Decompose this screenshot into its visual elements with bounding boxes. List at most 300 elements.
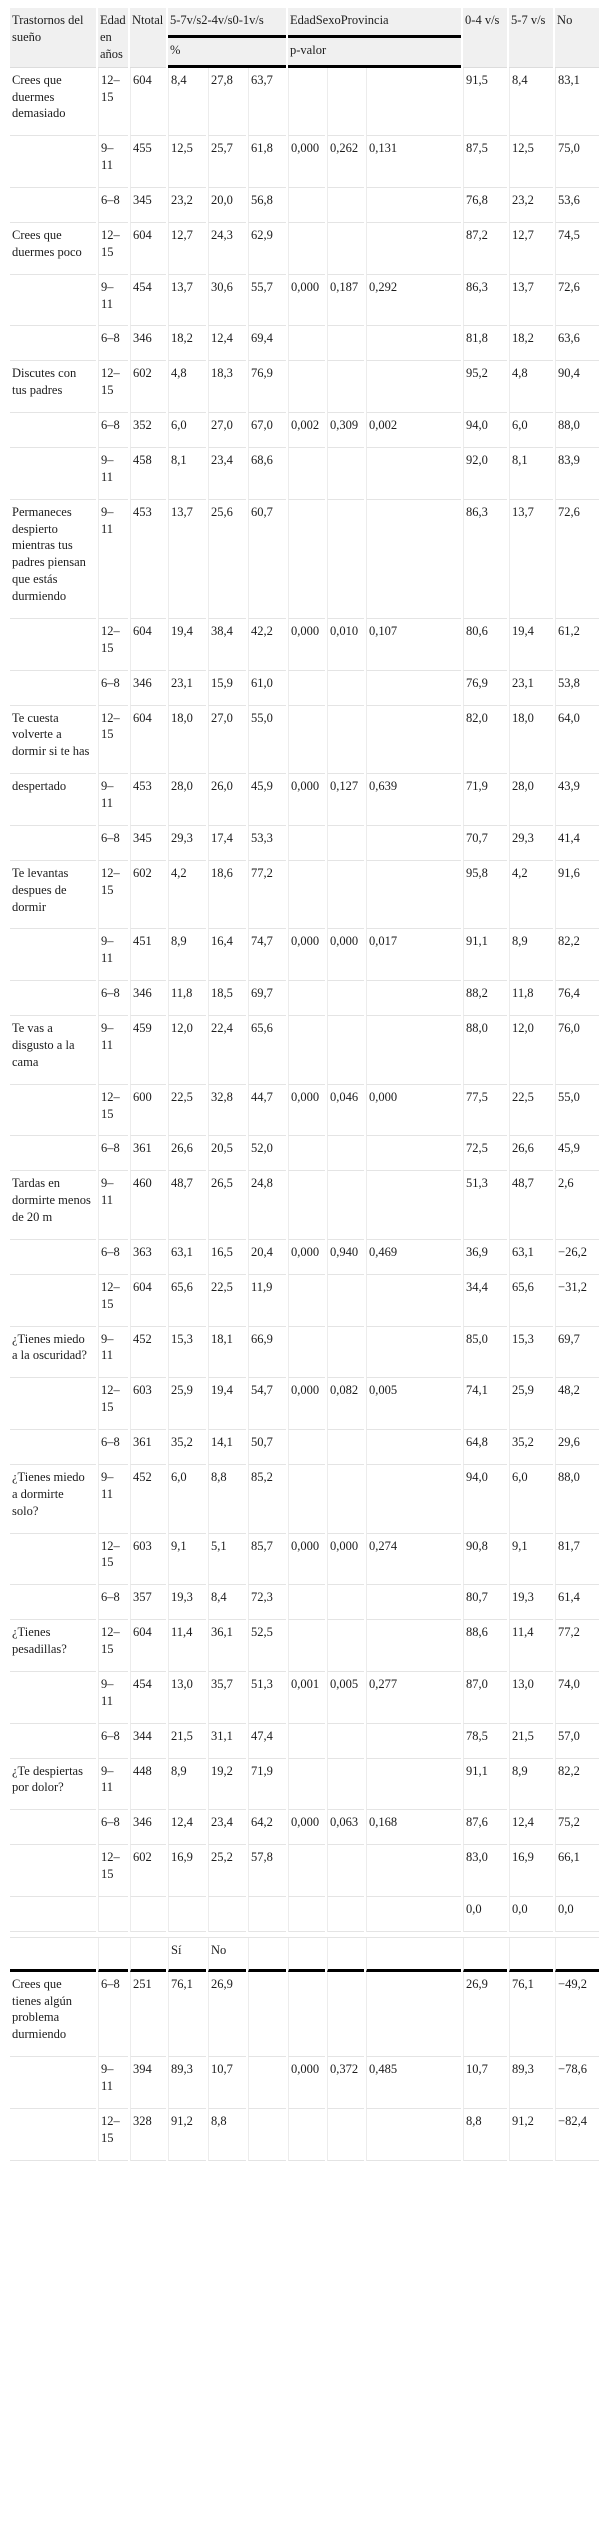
cell-age-range: 12–15 xyxy=(98,1085,128,1137)
cell-no: 75,2 xyxy=(555,1810,599,1845)
cell-question xyxy=(10,1810,96,1845)
cell-no: 64,0 xyxy=(555,706,599,775)
cell-pvalue-provincia: 0,017 xyxy=(366,929,461,981)
cell-freq-5-7vs: 6,0 xyxy=(168,1465,206,1534)
cell-freq-0-1vs: 56,8 xyxy=(248,188,286,223)
cell-no: 48,2 xyxy=(555,1378,599,1430)
cell-freq-0-1vs: 54,7 xyxy=(248,1378,286,1430)
cell-ntotal: 394 xyxy=(130,2057,166,2109)
table-row xyxy=(10,671,599,706)
cell-0-4vs: 90,8 xyxy=(463,1534,507,1586)
cell-5-7vs: 25,9 xyxy=(509,1378,553,1430)
cell-no: −82,4 xyxy=(555,2109,599,2161)
cell-freq-2-4vs: 18,6 xyxy=(208,861,246,930)
cell-no: 45,9 xyxy=(555,1136,599,1171)
cell-freq-0-1vs: 52,5 xyxy=(248,1620,286,1672)
cell-question: Discutes con tus padres xyxy=(10,361,96,413)
cell-question: despertado xyxy=(10,774,96,826)
cell-freq-5-7vs: 76,1 xyxy=(168,1972,206,2058)
table-row xyxy=(10,774,599,826)
cell-5-7vs: 89,3 xyxy=(509,2057,553,2109)
cell-freq-2-4vs: 23,4 xyxy=(208,448,246,500)
cell-freq-0-1vs: 74,7 xyxy=(248,929,286,981)
cell-pvalue-provincia xyxy=(366,1016,461,1085)
cell-pvalue-sexo: 0,082 xyxy=(327,1378,364,1430)
cell-pvalue-sexo: 0,063 xyxy=(327,1810,364,1845)
cell-question: ¿Tienes miedo a la oscuridad? xyxy=(10,1327,96,1379)
table-row xyxy=(10,1585,599,1620)
cell-pvalue-edad: 0,000 xyxy=(288,136,325,188)
cell-pvalue-sexo: 0,000 xyxy=(327,1534,364,1586)
cell-0-4vs: 92,0 xyxy=(463,448,507,500)
table-row xyxy=(10,1897,599,1932)
cell-freq-5-7vs: 29,3 xyxy=(168,826,206,861)
cell-no: 0,0 xyxy=(555,1897,599,1932)
table-header xyxy=(10,8,599,68)
cell-ntotal: 451 xyxy=(130,929,166,981)
cell-question xyxy=(10,275,96,327)
table-row xyxy=(10,861,599,930)
cell-ntotal: 345 xyxy=(130,188,166,223)
cell-freq-0-1vs: 55,7 xyxy=(248,275,286,327)
cell-ntotal: 459 xyxy=(130,1016,166,1085)
cell-pvalue-sexo xyxy=(327,826,364,861)
cell-pvalue-sexo xyxy=(327,223,364,275)
cell-0-4vs: 36,9 xyxy=(463,1240,507,1275)
cell-0-4vs: 64,8 xyxy=(463,1430,507,1465)
cell-pvalue-sexo xyxy=(327,68,364,137)
cell-freq-5-7vs: 8,4 xyxy=(168,68,206,137)
cell-ntotal: 600 xyxy=(130,1085,166,1137)
cell-freq-0-1vs xyxy=(248,2057,286,2109)
cell-age-range: 9–11 xyxy=(98,1327,128,1379)
cell-freq-2-4vs: 27,0 xyxy=(208,706,246,775)
cell-pvalue-provincia xyxy=(366,861,461,930)
cell-question xyxy=(10,1672,96,1724)
cell-freq-2-4vs: 19,4 xyxy=(208,1378,246,1430)
cell-pvalue-provincia xyxy=(366,671,461,706)
cell-ntotal: 452 xyxy=(130,1327,166,1379)
cell-age-range: 9–11 xyxy=(98,1016,128,1085)
table-row xyxy=(10,361,599,413)
cell-age-range: 9–11 xyxy=(98,448,128,500)
cell-freq-2-4vs: 17,4 xyxy=(208,826,246,861)
cell-pvalue-edad: 0,000 xyxy=(288,275,325,327)
cell-pvalue-sexo: 0,940 xyxy=(327,1240,364,1275)
cell-freq-2-4vs: 27,8 xyxy=(208,68,246,137)
cell-question xyxy=(10,1136,96,1171)
cell-ntotal: 604 xyxy=(130,223,166,275)
cell-age-range: 12–15 xyxy=(98,1378,128,1430)
cell-age-range: 6–8 xyxy=(98,1585,128,1620)
cell-age-range: 12–15 xyxy=(98,68,128,137)
cell-5-7vs: 22,5 xyxy=(509,1085,553,1137)
cell-pvalue-edad xyxy=(288,1620,325,1672)
cell-pvalue-edad: 0,000 xyxy=(288,1085,325,1137)
cell-ntotal: 454 xyxy=(130,275,166,327)
cell-question xyxy=(10,448,96,500)
cell-age-range: 6–8 xyxy=(98,413,128,448)
cell-freq-5-7vs: 11,4 xyxy=(168,1620,206,1672)
cell-pvalue-provincia: 0,274 xyxy=(366,1534,461,1586)
cell-age-range: 6–8 xyxy=(98,826,128,861)
cell-5-7vs: 8,9 xyxy=(509,929,553,981)
cell-ntotal: 346 xyxy=(130,326,166,361)
cell-freq-2-4vs: 26,5 xyxy=(208,1171,246,1240)
cell-0-4vs: 85,0 xyxy=(463,1327,507,1379)
cell-age-range: 12–15 xyxy=(98,1620,128,1672)
cell-question: Permaneces despierto mientras tus padres piensan que estás durmiendo xyxy=(10,500,96,619)
cell-freq-0-1vs: 61,0 xyxy=(248,671,286,706)
cell-pvalue-sexo: 0,046 xyxy=(327,1085,364,1137)
cell-age-range: 6–8 xyxy=(98,326,128,361)
cell-0-4vs: 87,2 xyxy=(463,223,507,275)
cell-pvalue-sexo: 0,309 xyxy=(327,413,364,448)
cell-5-7vs: 4,2 xyxy=(509,861,553,930)
cell-no: 82,2 xyxy=(555,929,599,981)
cell-freq-0-1vs: 64,2 xyxy=(248,1810,286,1845)
cell-ntotal: 346 xyxy=(130,1810,166,1845)
cell-pvalue-provincia xyxy=(366,361,461,413)
cell-0-4vs: 81,8 xyxy=(463,326,507,361)
cell-question xyxy=(10,981,96,1016)
cell-ntotal: 455 xyxy=(130,136,166,188)
cell-freq-0-1vs: 60,7 xyxy=(248,500,286,619)
cell-freq-2-4vs: 31,1 xyxy=(208,1724,246,1759)
cell-pvalue-provincia xyxy=(366,1275,461,1327)
cell-pvalue-provincia xyxy=(366,448,461,500)
cell-pvalue-edad xyxy=(288,1465,325,1534)
cell-freq-5-7vs: 19,3 xyxy=(168,1585,206,1620)
cell-pvalue-sexo xyxy=(327,1465,364,1534)
cell-pvalue-edad xyxy=(288,223,325,275)
cell-5-7vs: 26,6 xyxy=(509,1136,553,1171)
table-row xyxy=(10,2109,599,2161)
cell-no: 55,0 xyxy=(555,1085,599,1137)
cell-pvalue-provincia: 0,292 xyxy=(366,275,461,327)
cell-freq-2-4vs: 16,5 xyxy=(208,1240,246,1275)
cell-age-range: 9–11 xyxy=(98,136,128,188)
cell-5-7vs: 91,2 xyxy=(509,2109,553,2161)
cell-freq-0-1vs: 52,0 xyxy=(248,1136,286,1171)
cell-age-range: 6–8 xyxy=(98,671,128,706)
cell-ntotal: 458 xyxy=(130,448,166,500)
cell-freq-5-7vs: 4,2 xyxy=(168,861,206,930)
cell-freq-5-7vs: 12,5 xyxy=(168,136,206,188)
cell-pvalue-sexo xyxy=(327,1724,364,1759)
cell-pvalue-sexo xyxy=(327,706,364,775)
cell-pvalue-edad: 0,001 xyxy=(288,1672,325,1724)
cell-question xyxy=(10,136,96,188)
cell-ntotal: 452 xyxy=(130,1465,166,1534)
table-row xyxy=(10,188,599,223)
header-no: No xyxy=(555,8,599,68)
cell-pvalue-provincia xyxy=(366,1759,461,1811)
cell-ntotal: 603 xyxy=(130,1378,166,1430)
cell-pvalue-provincia xyxy=(366,1465,461,1534)
cell-no: 82,2 xyxy=(555,1759,599,1811)
cell-pvalue-sexo: 0,000 xyxy=(327,929,364,981)
cell-ntotal: 602 xyxy=(130,1845,166,1897)
cell-freq-2-4vs: 25,7 xyxy=(208,136,246,188)
cell-pvalue-edad xyxy=(288,1171,325,1240)
cell-freq-0-1vs: 53,3 xyxy=(248,826,286,861)
cell-age-range: 6–8 xyxy=(98,1972,128,2058)
cell-freq-0-1vs xyxy=(248,1938,286,1972)
cell-5-7vs: 15,3 xyxy=(509,1327,553,1379)
cell-5-7vs: 35,2 xyxy=(509,1430,553,1465)
cell-pvalue-sexo: 0,372 xyxy=(327,2057,364,2109)
cell-ntotal: 448 xyxy=(130,1759,166,1811)
cell-freq-5-7vs: 13,0 xyxy=(168,1672,206,1724)
cell-ntotal: 604 xyxy=(130,1275,166,1327)
cell-no: 83,9 xyxy=(555,448,599,500)
cell-freq-2-4vs: 8,4 xyxy=(208,1585,246,1620)
header-no-answer: No xyxy=(208,1938,246,1972)
cell-freq-2-4vs: 18,1 xyxy=(208,1327,246,1379)
table-row xyxy=(10,1016,599,1085)
cell-pvalue-sexo: 0,262 xyxy=(327,136,364,188)
cell-0-4vs: 80,7 xyxy=(463,1585,507,1620)
cell-age-range: 12–15 xyxy=(98,1845,128,1897)
cell-freq-5-7vs: 11,8 xyxy=(168,981,206,1016)
cell-freq-5-7vs: 22,5 xyxy=(168,1085,206,1137)
table-row xyxy=(10,413,599,448)
cell-no: 72,6 xyxy=(555,275,599,327)
cell-freq-0-1vs: 62,9 xyxy=(248,223,286,275)
cell-pvalue-edad xyxy=(288,448,325,500)
cell-pvalue-edad xyxy=(288,188,325,223)
cell-pvalue-provincia xyxy=(366,1938,461,1972)
header-0-4vs: 0-4 v/s xyxy=(463,8,507,68)
header-frequency-percent-label: % xyxy=(168,38,286,68)
cell-pvalue-provincia xyxy=(366,500,461,619)
cell-no: 69,7 xyxy=(555,1327,599,1379)
table-row xyxy=(10,448,599,500)
cell-no xyxy=(555,1938,599,1972)
yes-no-section xyxy=(10,1972,599,2161)
cell-pvalue-edad: 0,000 xyxy=(288,929,325,981)
cell-0-4vs: 8,8 xyxy=(463,2109,507,2161)
cell-freq-5-7vs: 13,7 xyxy=(168,275,206,327)
cell-5-7vs: 12,5 xyxy=(509,136,553,188)
table-row xyxy=(10,1085,599,1137)
cell-5-7vs: 9,1 xyxy=(509,1534,553,1586)
cell-ntotal: 328 xyxy=(130,2109,166,2161)
cell-age-range: 12–15 xyxy=(98,1275,128,1327)
cell-freq-2-4vs: 22,5 xyxy=(208,1275,246,1327)
cell-pvalue-sexo xyxy=(327,861,364,930)
cell-5-7vs: 11,4 xyxy=(509,1620,553,1672)
cell-freq-5-7vs: 28,0 xyxy=(168,774,206,826)
cell-no: 76,0 xyxy=(555,1016,599,1085)
table-row xyxy=(10,275,599,327)
cell-age-range: 6–8 xyxy=(98,1430,128,1465)
cell-question xyxy=(10,1085,96,1137)
cell-no: 76,4 xyxy=(555,981,599,1016)
cell-freq-5-7vs: 23,2 xyxy=(168,188,206,223)
cell-question xyxy=(10,1378,96,1430)
cell-ntotal: 251 xyxy=(130,1972,166,2058)
cell-pvalue-provincia xyxy=(366,1845,461,1897)
cell-0-4vs: 0,0 xyxy=(463,1897,507,1932)
cell-freq-0-1vs xyxy=(248,1897,286,1932)
cell-ntotal: 352 xyxy=(130,413,166,448)
header-ntotal: Ntotal xyxy=(130,8,166,68)
cell-5-7vs: 18,0 xyxy=(509,706,553,775)
cell-freq-5-7vs: 8,9 xyxy=(168,1759,206,1811)
cell-pvalue-sexo xyxy=(327,1275,364,1327)
cell-freq-5-7vs: 9,1 xyxy=(168,1534,206,1586)
table-row xyxy=(10,619,599,671)
cell-0-4vs: 74,1 xyxy=(463,1378,507,1430)
cell-question xyxy=(10,1724,96,1759)
cell-freq-0-1vs: 57,8 xyxy=(248,1845,286,1897)
cell-pvalue-sexo xyxy=(327,1759,364,1811)
cell-0-4vs: 26,9 xyxy=(463,1972,507,2058)
cell-no: 2,6 xyxy=(555,1171,599,1240)
cell-freq-0-1vs: 71,9 xyxy=(248,1759,286,1811)
cell-0-4vs: 91,5 xyxy=(463,68,507,137)
cell-freq-0-1vs: 55,0 xyxy=(248,706,286,775)
cell-no: 63,6 xyxy=(555,326,599,361)
cell-age-range: 6–8 xyxy=(98,1810,128,1845)
cell-no: 88,0 xyxy=(555,413,599,448)
cell-pvalue-provincia xyxy=(366,706,461,775)
cell-0-4vs: 88,6 xyxy=(463,1620,507,1672)
table-row xyxy=(10,1534,599,1586)
cell-pvalue-edad xyxy=(288,1275,325,1327)
cell-0-4vs: 77,5 xyxy=(463,1085,507,1137)
cell-freq-5-7vs: 12,4 xyxy=(168,1810,206,1845)
cell-pvalue-provincia xyxy=(366,188,461,223)
cell-pvalue-sexo: 0,005 xyxy=(327,1672,364,1724)
cell-freq-5-7vs: 13,7 xyxy=(168,500,206,619)
cell-question xyxy=(10,413,96,448)
cell-question: Crees que duermes demasiado xyxy=(10,68,96,137)
cell-5-7vs: 48,7 xyxy=(509,1171,553,1240)
cell-question xyxy=(10,1240,96,1275)
cell-freq-5-7vs: 12,7 xyxy=(168,223,206,275)
cell-pvalue-provincia xyxy=(366,2109,461,2161)
cell-5-7vs: 6,0 xyxy=(509,1465,553,1534)
table-row xyxy=(10,326,599,361)
cell-no: 81,7 xyxy=(555,1534,599,1586)
table-row xyxy=(10,1724,599,1759)
cell-pvalue-provincia: 0,485 xyxy=(366,2057,461,2109)
cell-freq-0-1vs: 76,9 xyxy=(248,361,286,413)
cell-5-7vs: 0,0 xyxy=(509,1897,553,1932)
cell-pvalue-provincia: 0,469 xyxy=(366,1240,461,1275)
cell-freq-2-4vs: 20,0 xyxy=(208,188,246,223)
cell-question: Te vas a disgusto a la cama xyxy=(10,1016,96,1085)
cell-ntotal: 603 xyxy=(130,1534,166,1586)
cell-0-4vs: 34,4 xyxy=(463,1275,507,1327)
cell-question: ¿Tienes miedo a dormirte solo? xyxy=(10,1465,96,1534)
cell-pvalue-sexo xyxy=(327,1845,364,1897)
header-si: Sí xyxy=(168,1938,206,1972)
cell-no: 53,8 xyxy=(555,671,599,706)
cell-5-7vs: 12,4 xyxy=(509,1810,553,1845)
cell-5-7vs: 23,1 xyxy=(509,671,553,706)
cell-age-range: 9–11 xyxy=(98,1465,128,1534)
cell-ntotal: 454 xyxy=(130,1672,166,1724)
cell-question xyxy=(10,619,96,671)
cell-5-7vs: 8,9 xyxy=(509,1759,553,1811)
cell-pvalue-sexo xyxy=(327,500,364,619)
cell-freq-2-4vs xyxy=(208,1897,246,1932)
cell-ntotal: 361 xyxy=(130,1430,166,1465)
cell-freq-2-4vs: 36,1 xyxy=(208,1620,246,1672)
cell-freq-5-7vs: 35,2 xyxy=(168,1430,206,1465)
cell-freq-2-4vs: 38,4 xyxy=(208,619,246,671)
cell-freq-0-1vs: 69,7 xyxy=(248,981,286,1016)
cell-freq-5-7vs: 25,9 xyxy=(168,1378,206,1430)
cell-question: Tardas en dormirte menos de 20 m xyxy=(10,1171,96,1240)
cell-5-7vs: 13,7 xyxy=(509,500,553,619)
cell-pvalue-sexo xyxy=(327,1972,364,2058)
cell-pvalue-sexo: 0,127 xyxy=(327,774,364,826)
cell-freq-2-4vs: 22,4 xyxy=(208,1016,246,1085)
cell-0-4vs: 51,3 xyxy=(463,1171,507,1240)
cell-pvalue-sexo xyxy=(327,1171,364,1240)
cell-5-7vs: 4,8 xyxy=(509,361,553,413)
cell-0-4vs: 88,0 xyxy=(463,1016,507,1085)
table-row xyxy=(10,1327,599,1379)
header-pvalue-group: EdadSexoProvincia xyxy=(288,8,461,38)
cell-0-4vs: 86,3 xyxy=(463,275,507,327)
cell-freq-2-4vs: 19,2 xyxy=(208,1759,246,1811)
cell-freq-0-1vs: 42,2 xyxy=(248,619,286,671)
cell-5-7vs: 65,6 xyxy=(509,1275,553,1327)
cell-0-4vs: 70,7 xyxy=(463,826,507,861)
cell-freq-2-4vs: 8,8 xyxy=(208,2109,246,2161)
cell-question xyxy=(10,826,96,861)
cell-pvalue-sexo xyxy=(327,1897,364,1932)
cell-pvalue-provincia xyxy=(366,68,461,137)
cell-freq-5-7vs xyxy=(168,1897,206,1932)
cell-ntotal: 604 xyxy=(130,706,166,775)
cell-freq-5-7vs: 65,6 xyxy=(168,1275,206,1327)
cell-freq-2-4vs: 15,9 xyxy=(208,671,246,706)
cell-pvalue-provincia xyxy=(366,1724,461,1759)
cell-no: 88,0 xyxy=(555,1465,599,1534)
cell-freq-0-1vs xyxy=(248,1972,286,2058)
cell-freq-2-4vs: 26,9 xyxy=(208,1972,246,2058)
table-row xyxy=(10,826,599,861)
cell-no: 57,0 xyxy=(555,1724,599,1759)
cell-0-4vs: 78,5 xyxy=(463,1724,507,1759)
cell-ntotal: 363 xyxy=(130,1240,166,1275)
cell-pvalue-edad xyxy=(288,1585,325,1620)
cell-pvalue-sexo xyxy=(327,188,364,223)
table-row xyxy=(10,929,599,981)
cell-age-range: 6–8 xyxy=(98,1240,128,1275)
cell-freq-5-7vs: 18,2 xyxy=(168,326,206,361)
cell-freq-0-1vs: 77,2 xyxy=(248,861,286,930)
cell-no: 43,9 xyxy=(555,774,599,826)
cell-freq-2-4vs: 12,4 xyxy=(208,326,246,361)
cell-freq-5-7vs: 12,0 xyxy=(168,1016,206,1085)
cell-0-4vs: 95,2 xyxy=(463,361,507,413)
cell-no: 83,1 xyxy=(555,68,599,137)
cell-freq-0-1vs: 45,9 xyxy=(248,774,286,826)
cell-freq-5-7vs: 63,1 xyxy=(168,1240,206,1275)
cell-pvalue-edad xyxy=(288,326,325,361)
cell-5-7vs: 13,0 xyxy=(509,1672,553,1724)
cell-age-range: 9–11 xyxy=(98,275,128,327)
table-row xyxy=(10,1240,599,1275)
